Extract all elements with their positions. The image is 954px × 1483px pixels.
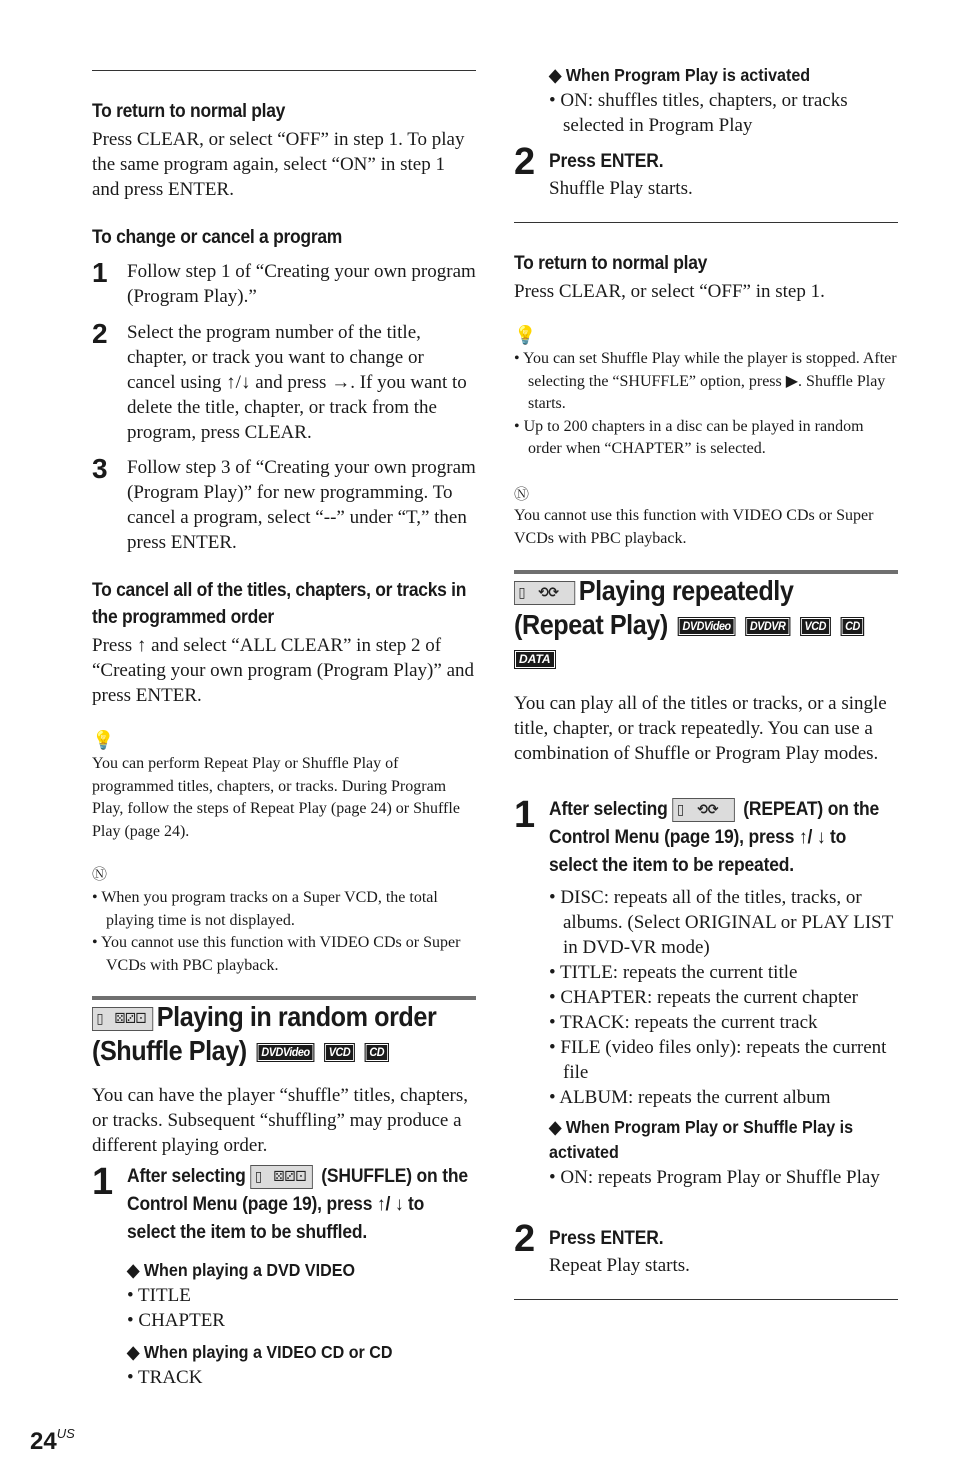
- return-normal-heading: To return to normal play: [92, 101, 286, 122]
- repeat-title-line2: (Repeat Play) DVDVideo DVDVR VCD CD: [514, 608, 860, 642]
- section-divider: [514, 1299, 898, 1300]
- vcd-badge: VCD: [324, 1043, 354, 1062]
- vcd-options-heading: ◆ When playing a VIDEO CD or CD: [127, 1342, 393, 1362]
- step-text: Follow step 1 of “Creating your own program (Program Play).”: [127, 261, 476, 307]
- option-item: • TITLE: repeats the current title: [549, 962, 798, 983]
- cancel-all-heading: To cancel all of the titles, chapters, or tracks in the programmed order: [92, 580, 467, 628]
- repeat-icon: ▯ ⟲⟳: [672, 798, 735, 822]
- change-cancel-heading: To change or cancel a program: [92, 227, 343, 248]
- cd-badge: CD: [841, 617, 865, 636]
- repeat-intro: You can play all of the titles or tracks, or a single title, chapter, or track repeatedly. You can use a combination of Shuffle or Program Play modes.: [514, 693, 887, 764]
- dvd-video-badge: DVDVideo: [678, 617, 735, 636]
- repeat-active: [549, 1115, 898, 1190]
- step-heading: Press ENTER.: [549, 1228, 664, 1249]
- dvd-video-badge: DVDVideo: [257, 1043, 314, 1062]
- change-step-1: [92, 259, 476, 319]
- shuffle-title-line2: (Shuffle Play) DVDVideo VCD CD: [92, 1034, 438, 1068]
- note-icon: Ⓝ: [92, 865, 108, 883]
- note-list: [92, 887, 476, 977]
- step-text: After selecting ▯ ⟲⟳ (REPEAT) on the Control Menu (page 19), press ↑/ ↓ to select the item to be repeated.: [549, 799, 880, 876]
- step-text: Select the program number of the title, chapter, or track you want to change or cancel using ↑/↓ and press →. If you want to delete the title, chapter, or track from the program, press CLEAR.: [127, 322, 467, 443]
- step-text: Repeat Play starts.: [549, 1255, 690, 1276]
- note-text: You cannot use this function with VIDEO CDs or Super VCDs with PBC playback.: [514, 507, 874, 547]
- hint-item: • You can set Shuffle Play while the player is stopped. After selecting the “SHUFFLE” option, press ▶. Shuffle Play starts.: [514, 350, 897, 412]
- dvd-options-heading: ◆ When playing a DVD VIDEO: [127, 1260, 355, 1280]
- step-number: 3: [92, 453, 108, 484]
- step-number: 2: [514, 141, 536, 183]
- section-divider: [514, 222, 898, 223]
- shuffle-icon: ▯ ⚄⚂⚀: [250, 1165, 313, 1189]
- step-body: [549, 143, 898, 201]
- option-item: • TRACK: [127, 1367, 203, 1388]
- step-heading: Press ENTER.: [549, 151, 664, 172]
- repeat-options: [549, 885, 898, 1110]
- note-item: • When you program tracks on a Super VCD, the total playing time is not displayed.: [92, 889, 438, 929]
- repeat-step-1: [514, 796, 898, 886]
- shuffle-title: ▯ ⚄⚂⚀ Playing in random order: [92, 1000, 438, 1034]
- step-number: 1: [92, 257, 108, 288]
- option-item: • TITLE: [127, 1285, 191, 1306]
- hint-text: You can perform Repeat Play or Shuffle Play of programmed titles, chapters, or tracks. During Program Play, follow the steps of Repeat Play (page 24) or Shuffle Play (page 24).: [92, 755, 460, 840]
- hint-icon: 💡: [514, 325, 537, 346]
- repeat-active-heading: ◆ When Program Play or Shuffle Play is activated: [549, 1117, 854, 1162]
- option-item: • FILE (video files only): repeats the current file: [549, 1037, 887, 1083]
- shuffle-icon: ▯ ⚄⚂⚀: [92, 1007, 153, 1031]
- data-badge-row: [510, 650, 898, 669]
- step-text: After selecting ▯ ⚄⚂⚀ (SHUFFLE) on the Control Menu (page 19), press ↑/ ↓ to select the item to be shuffled.: [127, 1166, 468, 1243]
- hint-item: • Up to 200 chapters in a disc can be played in random order when “CHAPTER” is selected.: [514, 417, 864, 457]
- shuffle-step-2: [514, 143, 898, 203]
- step-text: Shuffle Play starts.: [549, 178, 693, 199]
- vcd-options: [127, 1340, 476, 1390]
- section-divider: [92, 70, 476, 71]
- dvd-options: [127, 1258, 476, 1333]
- change-step-2: [92, 320, 476, 445]
- shuffle-step-1: [92, 1163, 476, 1253]
- repeat-icon: ▯ ⟲⟳: [514, 581, 575, 605]
- option-item: • ON: shuffles titles, chapters, or tracks selected in Program Play: [549, 90, 848, 136]
- step-number: 1: [514, 794, 536, 836]
- program-active-heading: ◆ When Program Play is activated: [549, 65, 811, 85]
- hint-list: [514, 348, 898, 461]
- return-normal-text: Press CLEAR, or select “OFF” in step 1.: [514, 281, 825, 302]
- data-badge: DATA: [514, 650, 556, 669]
- note-icon: Ⓝ: [514, 485, 530, 503]
- option-item: • CHAPTER: [127, 1310, 225, 1331]
- return-normal-text: Press CLEAR, or select “OFF” in step 1. To play the same program again, select “ON” in step 1 and press ENTER.: [92, 129, 465, 200]
- note-item: • You cannot use this function with VIDEO CDs or Super VCDs with PBC playback.: [92, 934, 461, 974]
- repeat-step-2: [514, 1220, 898, 1280]
- step-text: Follow step 3 of “Creating your own program (Program Play)” for new programming. To cancel a program, select “--” under “T,” then press ENTER.: [127, 457, 476, 553]
- program-active: [549, 63, 898, 138]
- step-body: [549, 1220, 898, 1278]
- cancel-all-text: Press ↑ and select “ALL CLEAR” in step 2 of “Creating your own program (Program Play)” and press ENTER.: [92, 635, 475, 706]
- vcd-badge: VCD: [800, 617, 830, 636]
- option-item: • CHAPTER: repeats the current chapter: [549, 987, 858, 1008]
- shuffle-intro: You can have the player “shuffle” titles, chapters, or tracks. Subsequent “shuffling” may produce a different playing order.: [92, 1085, 469, 1156]
- step-number: 2: [514, 1218, 536, 1260]
- step-number: 1: [92, 1161, 114, 1203]
- option-item: • ON: repeats Program Play or Shuffle Play: [549, 1167, 880, 1188]
- return-normal-heading: To return to normal play: [514, 253, 708, 274]
- page-number: $24^{US}$: [30, 1426, 75, 1455]
- option-item: • ALBUM: repeats the current album: [549, 1087, 831, 1108]
- step-number: 2: [92, 318, 108, 349]
- repeat-title: ▯ ⟲⟳ Playing repeatedly: [514, 574, 860, 608]
- dvd-vr-badge: DVDVR: [745, 617, 790, 636]
- cd-badge: CD: [365, 1043, 389, 1062]
- option-item: • TRACK: repeats the current track: [549, 1012, 818, 1033]
- change-step-3: [92, 455, 476, 555]
- hint-icon: 💡: [92, 730, 115, 751]
- option-item: • DISC: repeats all of the titles, tracks, or albums. (Select ORIGINAL or PLAY LIST in DVD-VR mode): [549, 887, 894, 958]
